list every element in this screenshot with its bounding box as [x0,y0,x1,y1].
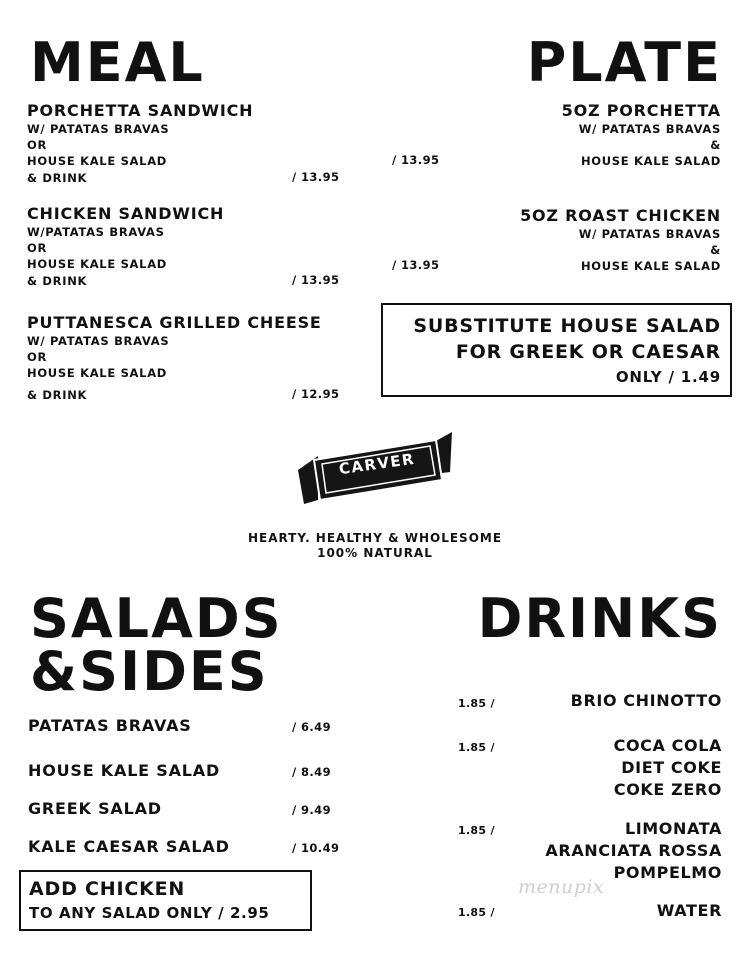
add-chicken-box [19,870,312,931]
drink-name: ARANCIATA ROSSA [545,841,722,860]
substitute-box [381,303,732,397]
meal-item-desc: OR [27,350,48,364]
salad-item-price: / 10.49 [292,841,340,855]
sides-heading: &SIDES [30,640,269,703]
meal-item-name: CHICKEN SANDWICH [27,204,225,223]
plate-item-desc: HOUSE KALE SALAD [580,154,721,168]
add-chicken-title: ADD CHICKEN [29,878,186,900]
plate-item-price: / 13.95 [392,258,440,272]
substitute-line: SUBSTITUTE HOUSE SALAD [413,315,721,337]
drinks-heading: DRINKS [477,587,722,650]
meal-item-price: / 13.95 [292,170,340,184]
drink-name: COKE ZERO [613,780,722,799]
salad-item-price: / 8.49 [292,765,331,779]
substitute-line: FOR GREEK OR CAESAR [455,341,721,363]
add-chicken-price: TO ANY SALAD ONLY / 2.95 [29,904,270,922]
drink-price: 1.85 / [458,906,495,919]
substitute-price: ONLY / 1.49 [615,368,721,386]
plate-item-desc: & [710,243,721,257]
plate-item-name: 5OZ ROAST CHICKEN [520,206,721,225]
meal-item-desc: HOUSE KALE SALAD [27,154,168,168]
drink-name: WATER [656,901,722,920]
drink-price: 1.85 / [458,824,495,837]
plate-item-name: 5OZ PORCHETTA [561,101,721,120]
meal-item-name: PORCHETTA SANDWICH [27,101,254,120]
plate-item-desc: HOUSE KALE SALAD [580,259,721,273]
drink-name: POMPELMO [613,863,722,882]
tagline: HEARTY. HEALTHY & WHOLESOME [247,531,503,545]
salad-item-name: HOUSE KALE SALAD [28,761,221,780]
logo-text: CARVER [337,449,417,479]
meal-item-desc: HOUSE KALE SALAD [27,257,168,271]
meal-item-price: / 13.95 [292,273,340,287]
drink-name: DIET COKE [621,758,722,777]
meal-item-desc: OR [27,138,48,152]
meal-item-desc: & DRINK [27,171,88,185]
meal-item-desc: W/PATATAS BRAVAS [27,225,165,239]
salad-item-name: PATATAS BRAVAS [28,716,192,735]
meal-item-desc: W/ PATATAS BRAVAS [27,334,170,348]
meal-item-desc: OR [27,241,48,255]
menupix-watermark: menupix [518,876,605,898]
meal-item-name: PUTTANESCA GRILLED CHEESE [27,313,322,332]
salad-item-name: GREEK SALAD [28,799,162,818]
tagline-natural: 100% NATURAL [317,546,433,560]
plate-heading: PLATE [526,31,722,94]
meal-item-desc: & DRINK [27,388,88,402]
meal-heading: MEAL [30,31,205,94]
drink-price: 1.85 / [458,741,495,754]
drink-name: COCA COLA [613,736,722,755]
plate-item-desc: W/ PATATAS BRAVAS [578,227,721,241]
plate-item-desc: W/ PATATAS BRAVAS [578,122,721,136]
plate-item-price: / 13.95 [392,153,440,167]
plate-item-desc: & [710,138,721,152]
salad-item-price: / 9.49 [292,803,331,817]
salads-heading: SALADS [30,587,283,650]
meal-item-desc: & DRINK [27,274,88,288]
drink-name: LIMONATA [624,819,722,838]
drink-price: 1.85 / [458,697,495,710]
salad-item-name: KALE CAESAR SALAD [28,837,230,856]
drink-name: BRIO CHINOTTO [570,691,722,710]
meal-item-desc: HOUSE KALE SALAD [27,366,168,380]
meal-item-price: / 12.95 [292,387,340,401]
salad-item-price: / 6.49 [292,720,331,734]
meal-item-desc: W/ PATATAS BRAVAS [27,122,170,136]
